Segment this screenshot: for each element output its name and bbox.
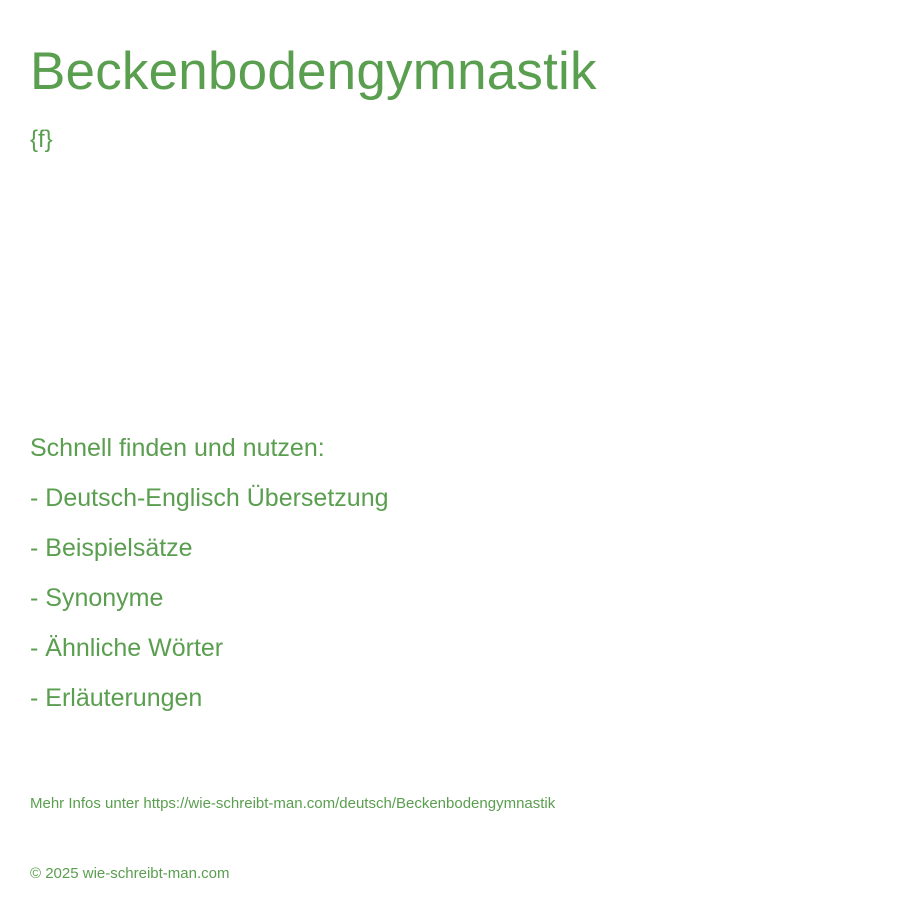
- page-title: Beckenbodengymnastik: [30, 42, 597, 101]
- feature-item-synonyms: - Synonyme: [30, 584, 164, 612]
- feature-list-heading: Schnell finden und nutzen:: [30, 434, 325, 462]
- feature-item-translation: - Deutsch-Englisch Übersetzung: [30, 484, 389, 512]
- feature-item-example-sentences: - Beispielsätze: [30, 534, 193, 562]
- feature-list: [30, 423, 389, 723]
- feature-item-explanations: - Erläuterungen: [30, 684, 203, 712]
- more-info-text: Mehr Infos unter https://wie-schreibt-man.com/deutsch/Beckenbodengymnastik: [30, 795, 556, 812]
- copyright-text: © 2025 wie-schreibt-man.com: [30, 865, 230, 882]
- gender-label: {f}: [30, 126, 53, 153]
- feature-item-similar-words: - Ähnliche Wörter: [30, 634, 224, 662]
